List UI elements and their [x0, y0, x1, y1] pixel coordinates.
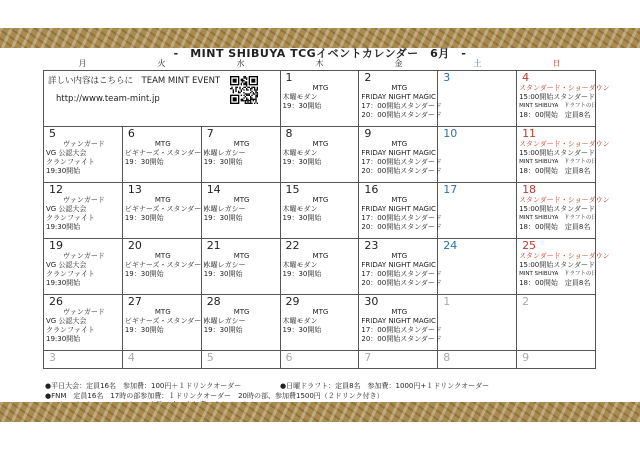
day-number: 13 [127, 183, 142, 196]
day-number: 6 [285, 351, 293, 364]
calendar-day-cell[interactable] [517, 127, 610, 183]
event-line: 18：00開始 定員8名 [519, 223, 591, 231]
day-number: 17 [443, 183, 458, 196]
day-number: 7 [364, 351, 372, 364]
day-number: 27 [127, 295, 142, 308]
event-line: FRIDAY NIGHT MAGIC [361, 205, 436, 213]
event-line: 木曜モダン [282, 261, 318, 269]
calendar-day-cell[interactable] [280, 351, 359, 369]
event-line: 19：30開始 [124, 326, 164, 334]
event-line: スタンダード・ショーダウン [519, 140, 610, 148]
event-line: MTG [391, 140, 408, 148]
calendar-day-cell[interactable] [44, 183, 123, 239]
day-number: 9 [364, 127, 372, 140]
info-heading: 詳しい内容はこちらに TEAM MINT EVENT [48, 76, 221, 86]
calendar-day-cell[interactable] [438, 295, 517, 351]
day-number: 11 [522, 127, 537, 140]
event-line: 20：00開始スタンダード [361, 111, 442, 119]
calendar-day-cell[interactable] [122, 239, 209, 295]
event-line: 17：00開始スタンダード [361, 214, 442, 222]
event-line: ヴァンガード [62, 140, 105, 148]
weekday-label: 月 [78, 59, 87, 68]
event-line: 19：30開始 [124, 270, 164, 278]
event-line: 19：30開始 [203, 214, 243, 222]
day-number: 20 [127, 239, 142, 252]
calendar-day-cell[interactable] [44, 239, 123, 295]
calendar-day-cell[interactable] [438, 127, 517, 183]
decorative-bottom-band [0, 402, 640, 422]
day-number: 5 [206, 351, 214, 364]
event-line: 18：00開始 定員8名 [519, 167, 591, 175]
event-line: 17：00開始スタンダード [361, 326, 442, 334]
calendar-day-cell[interactable] [359, 183, 442, 239]
event-line: FRIDAY NIGHT MAGIC [361, 261, 436, 269]
event-line: ビギナーズ・スタンダード [124, 205, 209, 213]
event-line: 19:30開始 [46, 279, 81, 287]
event-line: 19：30開始 [124, 214, 164, 222]
day-number: 28 [206, 295, 221, 308]
weekday-label: 土 [473, 59, 482, 68]
calendar-grid [43, 70, 610, 369]
weekday-label: 木 [315, 59, 324, 68]
event-line: VG 公認大会 [46, 261, 87, 269]
event-line: VG 公認大会 [46, 149, 87, 157]
calendar-day-cell[interactable] [438, 351, 517, 369]
calendar-day-cell[interactable] [359, 351, 438, 369]
event-line: 19:30開始 [46, 223, 81, 231]
day-number: 8 [443, 351, 451, 364]
calendar-day-cell[interactable] [122, 127, 209, 183]
note-fnm: ●FNM 定員16名 17時の部参加費：１ドリンクオーダー 20時の部、参加費1500円（２ドリンク付き） [45, 391, 384, 400]
calendar-day-cell[interactable] [201, 239, 280, 295]
event-line: MTG [312, 140, 329, 148]
event-line: クランファイト [46, 158, 95, 166]
calendar-day-cell[interactable] [280, 239, 359, 295]
event-line: MTG [312, 252, 329, 260]
event-line: VG 公認大会 [46, 205, 87, 213]
event-line: 17：00開始スタンダード [361, 158, 442, 166]
calendar-day-cell[interactable] [359, 71, 442, 127]
qr-code-icon [230, 76, 258, 104]
day-number: 24 [443, 239, 458, 252]
website-link[interactable]: http://www.team-mint.jp [56, 94, 160, 104]
calendar-week-row [44, 183, 596, 239]
day-number: 16 [364, 183, 379, 196]
event-line: クランファイト [46, 326, 95, 334]
event-line: MTG [154, 308, 171, 316]
event-line: ビギナーズ・スタンダード [124, 261, 209, 269]
calendar-day-cell[interactable] [517, 295, 596, 351]
event-line: 木曜モダン [282, 205, 318, 213]
event-line: 19：30開始 [124, 158, 164, 166]
event-line: 19：30開始 [282, 102, 322, 110]
event-line: MINT SHIBUYA ドラフトの日 [519, 271, 597, 277]
calendar-day-cell[interactable] [517, 183, 610, 239]
event-line: ビギナーズ・スタンダード [124, 317, 209, 325]
event-line: 19:30開始 [46, 167, 81, 175]
event-line: 18：00開始 定員8名 [519, 279, 591, 287]
weekday-label: 水 [236, 59, 245, 68]
calendar-day-cell[interactable] [359, 239, 442, 295]
event-line: 水曜レガシー [203, 261, 246, 269]
event-line: MTG [154, 196, 171, 204]
calendar-day-cell[interactable] [122, 351, 201, 369]
event-line: 19：30開始 [282, 326, 322, 334]
day-number: 7 [206, 127, 214, 140]
event-line: スタンダード・ショーダウン [519, 196, 610, 204]
event-line: 20：00開始スタンダード [361, 167, 442, 175]
weekday-label: 日 [552, 59, 561, 68]
event-line: MTG [154, 252, 171, 260]
event-line: MTG [312, 84, 329, 92]
event-line: 19：30開始 [203, 270, 243, 278]
event-line: スタンダード・ショーダウン [519, 252, 610, 260]
day-number: 26 [49, 295, 63, 308]
event-line: 19：30開始 [203, 158, 243, 166]
day-number: 23 [364, 239, 379, 252]
calendar-day-cell[interactable] [280, 71, 359, 127]
event-line: 水曜レガシー [203, 317, 246, 325]
event-line: 15:00開始スタンダード [519, 93, 595, 101]
event-line: MTG [391, 84, 408, 92]
event-line: クランファイト [46, 270, 95, 278]
event-line: MTG [391, 308, 408, 316]
day-number: 9 [522, 351, 530, 364]
event-line: 19:30開始 [46, 335, 81, 343]
event-line: FRIDAY NIGHT MAGIC [361, 317, 436, 325]
event-line: MTG [233, 140, 250, 148]
event-line: 水曜レガシー [203, 205, 246, 213]
day-number: 21 [206, 239, 221, 252]
event-line: MINT SHIBUYA ドラフトの日 [519, 159, 597, 165]
event-line: 17：00開始スタンダード [361, 270, 442, 278]
calendar-week-row [44, 295, 596, 351]
event-line: 20：00開始スタンダード [361, 279, 442, 287]
event-line: ヴァンガード [62, 252, 105, 260]
event-line: スタンダード・ショーダウン [519, 84, 610, 92]
calendar-day-cell[interactable] [122, 295, 209, 351]
day-number: 15 [285, 183, 300, 196]
calendar-week-row [44, 127, 596, 183]
calendar-day-cell[interactable] [359, 127, 442, 183]
event-line: 15:00開始スタンダード [519, 149, 595, 157]
event-line: MTG [233, 252, 250, 260]
day-number: 2 [364, 71, 372, 84]
event-line: VG 公認大会 [46, 317, 87, 325]
event-line: FRIDAY NIGHT MAGIC [361, 93, 436, 101]
event-line: ヴァンガード [62, 196, 105, 204]
day-number: 4 [522, 71, 530, 84]
event-line: MTG [233, 308, 250, 316]
calendar-day-cell[interactable] [517, 351, 596, 369]
day-number: 5 [49, 127, 56, 140]
day-number: 14 [206, 183, 221, 196]
note-sunday-draft: ●日曜ドラフト：定員8名 参加費：1000円+１ドリンクオーダー [280, 382, 490, 390]
calendar-day-cell[interactable] [280, 295, 359, 351]
calendar-day-cell[interactable] [122, 183, 209, 239]
event-line: MTG [233, 196, 250, 204]
event-line: 19：30開始 [282, 214, 322, 222]
event-line: 木曜モダン [282, 149, 318, 157]
day-number: 8 [285, 127, 293, 140]
page-title: - MINT SHIBUYA TCGイベントカレンダー 6月 - [173, 47, 467, 60]
day-number: 25 [522, 239, 537, 252]
weekday-label: 金 [394, 59, 403, 68]
day-number: 1 [443, 295, 451, 308]
event-line: 19：30開始 [203, 326, 243, 334]
day-number: 18 [522, 183, 537, 196]
calendar-week-row [44, 351, 596, 369]
calendar-day-cell[interactable] [438, 183, 517, 239]
calendar-week-row [44, 71, 596, 127]
event-line: 15:00開始スタンダード [519, 261, 595, 269]
day-number: 4 [127, 351, 135, 364]
event-line: 19：30開始 [282, 270, 322, 278]
weekday-label: 火 [157, 59, 166, 68]
event-line: MTG [391, 252, 408, 260]
event-line: 15:00開始スタンダード [519, 205, 595, 213]
calendar-week-row [44, 239, 596, 295]
note-weekday-tournament: ●平日大会：定員16名 参加費：100円＋１ドリンクオーダー [45, 382, 242, 390]
day-number: 30 [364, 295, 379, 308]
calendar-day-cell[interactable] [201, 295, 280, 351]
calendar-day-cell[interactable] [44, 351, 123, 369]
event-line: MTG [312, 196, 329, 204]
event-line: MTG [312, 308, 329, 316]
calendar-day-cell[interactable] [280, 183, 359, 239]
calendar-day-cell[interactable] [44, 295, 123, 351]
event-line: MTG [391, 196, 408, 204]
event-line: FRIDAY NIGHT MAGIC [361, 149, 436, 157]
calendar-day-cell[interactable] [517, 239, 610, 295]
event-line: 20：00開始スタンダード [361, 223, 442, 231]
day-number: 3 [49, 351, 56, 364]
calendar-day-cell[interactable] [201, 351, 280, 369]
calendar-day-cell[interactable] [438, 239, 517, 295]
day-number: 10 [443, 127, 458, 140]
event-line: 水曜レガシー [203, 149, 246, 157]
day-number: 29 [285, 295, 300, 308]
calendar-day-cell[interactable] [201, 183, 280, 239]
day-number: 19 [49, 239, 63, 252]
event-line: MTG [154, 140, 171, 148]
day-number: 1 [285, 71, 293, 84]
calendar-day-cell[interactable] [359, 295, 442, 351]
event-line: 20：00開始スタンダード [361, 335, 442, 343]
event-line: ヴァンガード [62, 308, 105, 316]
event-line: 木曜モダン [282, 317, 318, 325]
event-line: クランファイト [46, 214, 95, 222]
calendar-day-cell[interactable] [280, 127, 359, 183]
day-number: 12 [49, 183, 63, 196]
day-number: 22 [285, 239, 300, 252]
calendar-day-cell[interactable] [438, 71, 517, 127]
day-number: 6 [127, 127, 135, 140]
event-line: MINT SHIBUYA ドラフトの日 [519, 215, 597, 221]
event-line: 17：00開始スタンダード [361, 102, 442, 110]
event-line: 19：30開始 [282, 158, 322, 166]
day-number: 2 [522, 295, 530, 308]
event-line: 木曜モダン [282, 93, 318, 101]
info-box [44, 71, 281, 127]
event-line: MINT SHIBUYA ドラフトの日 [519, 103, 597, 109]
calendar-day-cell[interactable] [201, 127, 280, 183]
event-line: 18：00開始 定員8名 [519, 111, 591, 119]
calendar-day-cell[interactable] [44, 127, 123, 183]
event-line: ビギナーズ・スタンダード [124, 149, 209, 157]
day-number: 3 [443, 71, 451, 84]
calendar-day-cell[interactable] [517, 71, 610, 127]
